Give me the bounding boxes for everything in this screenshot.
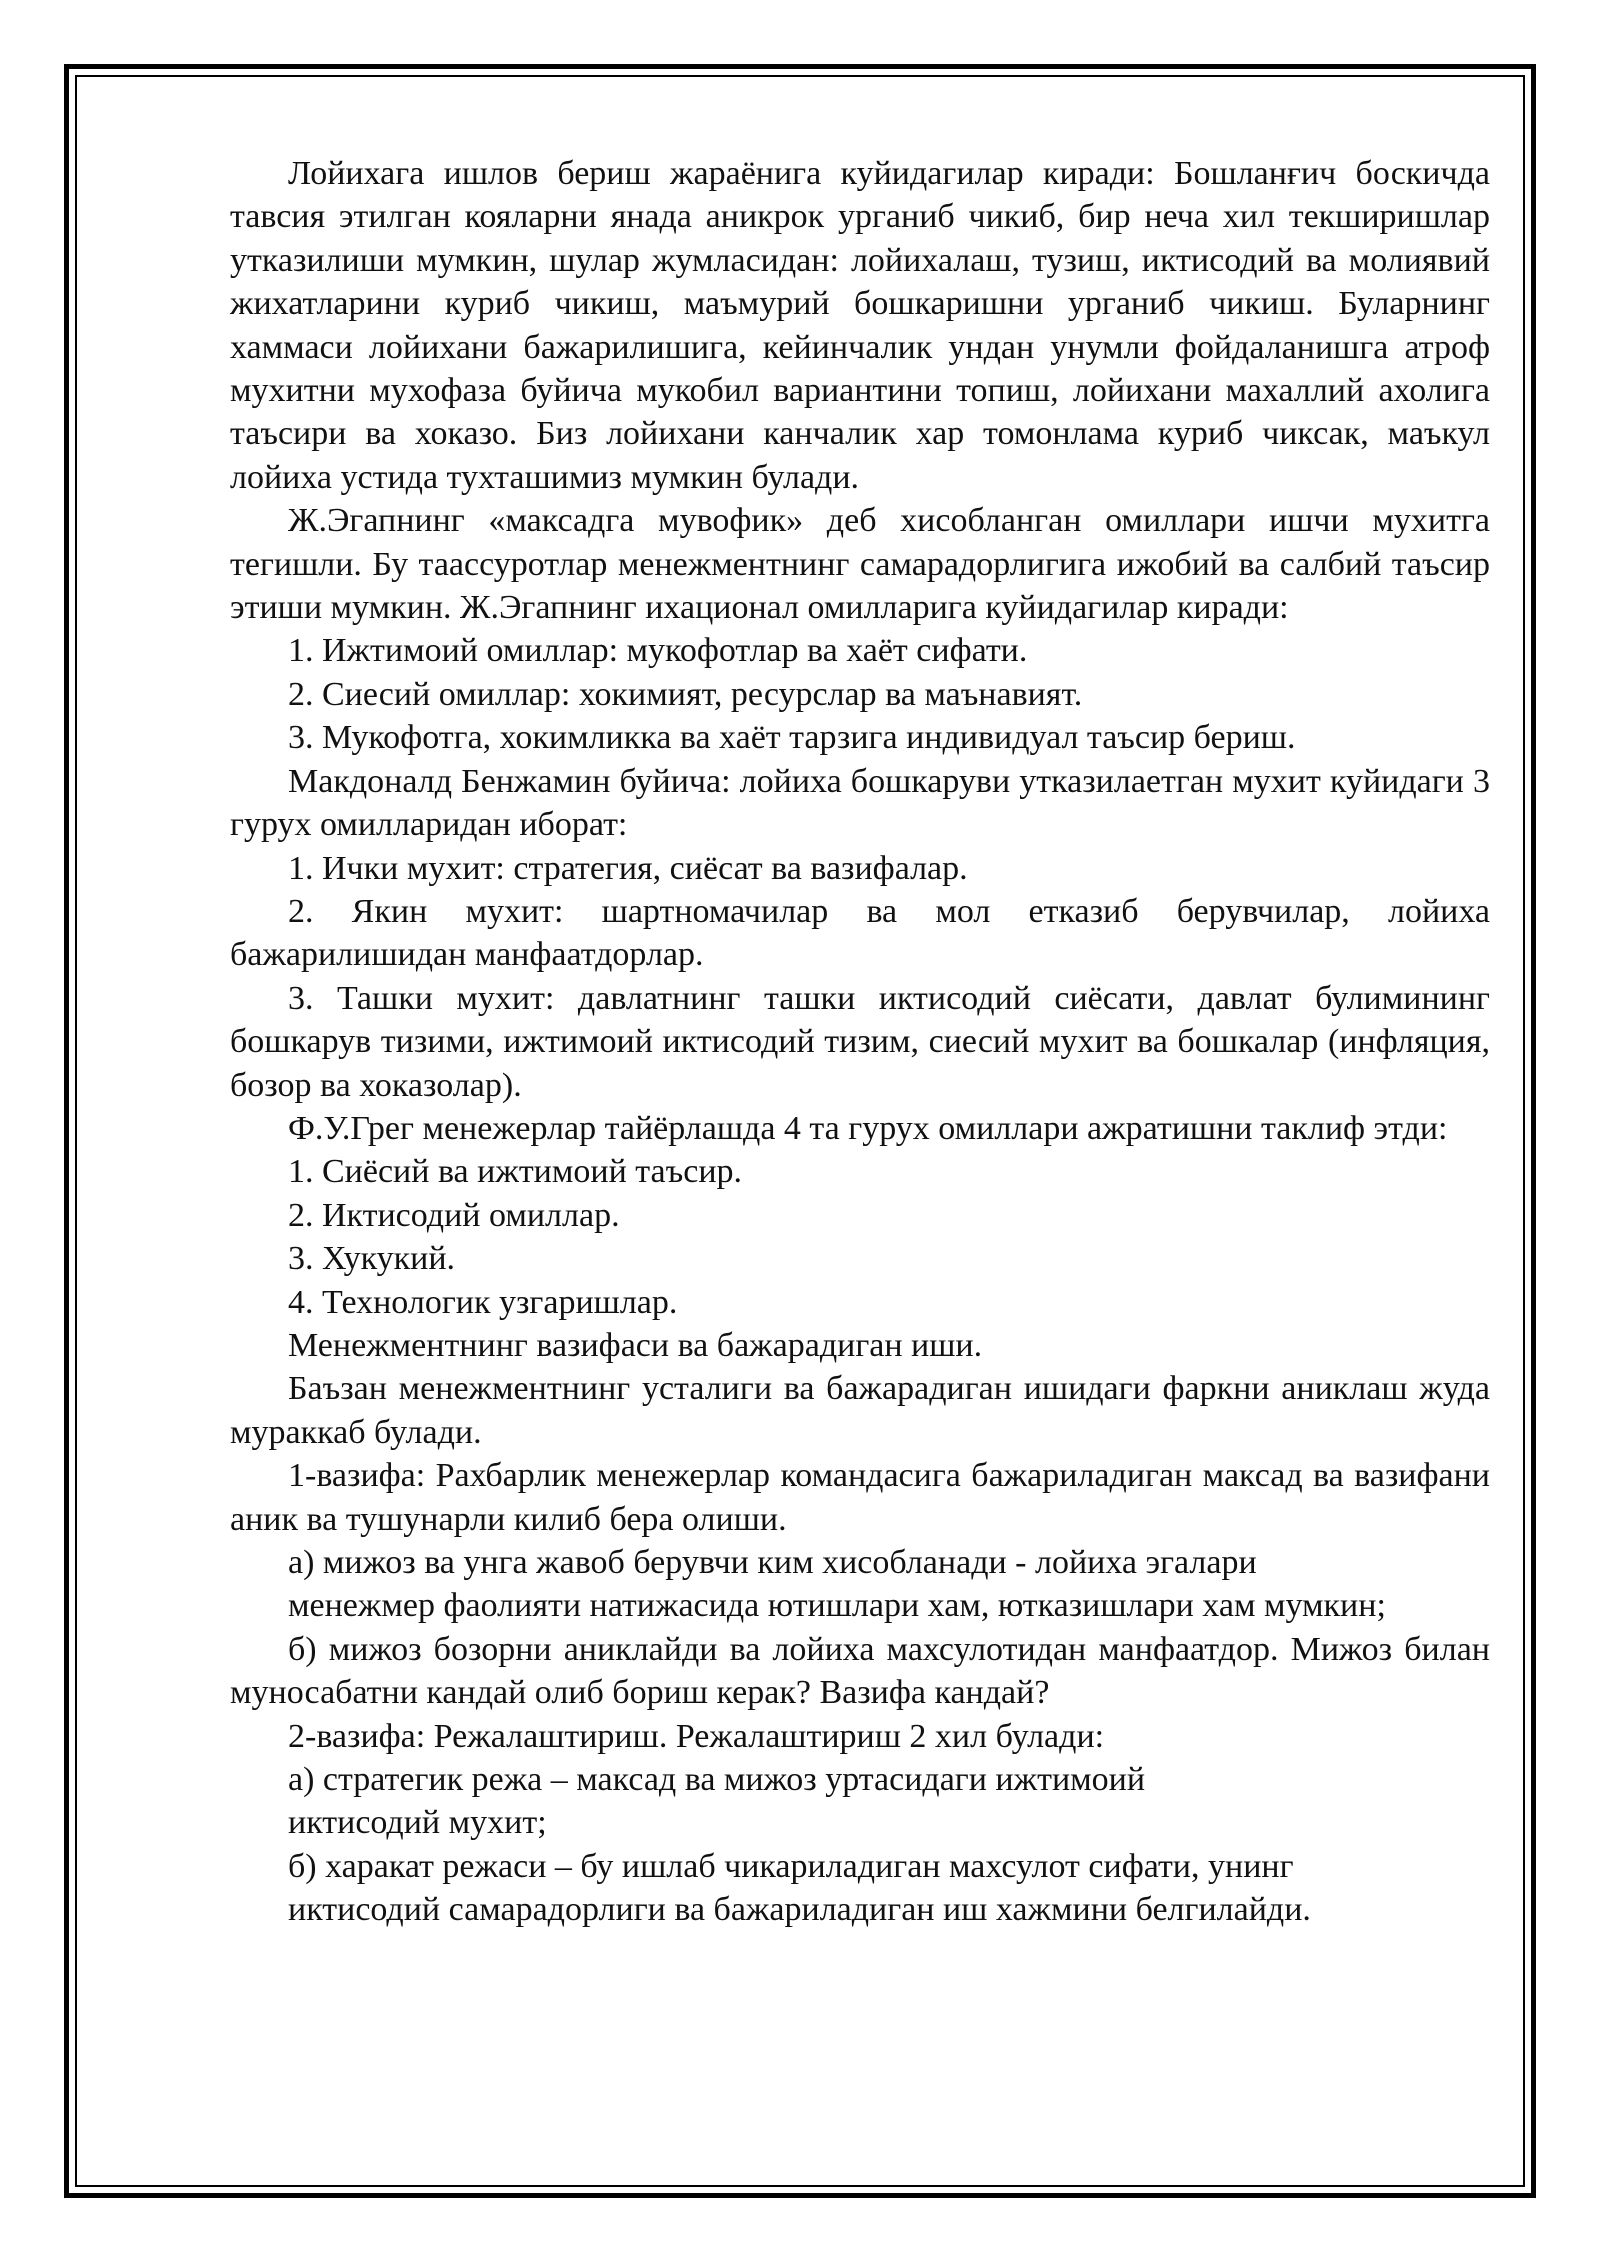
- list-item-client-a: а) мижоз ва унга жавоб берувчи ким хисобланади - лойиха эгалари: [288, 1544, 1257, 1581]
- list-item-technological: 4. Технологик узгаришлар.: [288, 1283, 678, 1321]
- list-item-strategic-plan: а) стратегик режа – максад ва мижоз уртасидаги ижтимоий: [288, 1761, 1146, 1799]
- document-body: [230, 152, 1490, 1932]
- paragraph-greg: Ф.У.Грег менежерлар тайёрлашда 4 та гурух омиллари ажратишни таклиф этди:: [288, 1109, 1448, 1147]
- list-item-near-environment: 2. Якин мухит: шартномачилар ва мол етказиб берувчилар, лойиха бажарилишидан манфаатдорлар.: [230, 892, 1490, 974]
- list-item-political-social: 1. Сиёсий ва ижтимоий таъсир.: [288, 1153, 743, 1191]
- paragraph-management-difference: Баъзан менежментнинг усталиги ва бажарадиган ишидаги фаркни аниклаш жуда мураккаб булади.: [230, 1370, 1490, 1451]
- list-item-legal: 3. Хукукий.: [288, 1240, 456, 1278]
- paragraph-egap-factors: Ж.Эгапнинг «максадга мувофик» деб хисобланган омиллари ишчи мухитга тегишли. Бу таассуротлар менежментнинг самарадорлигига ижобий ва салбий таъсир этиши мумкин. Ж.Эгапнинг ихационал омилларига куйидагилар киради:: [230, 502, 1490, 627]
- list-item-political-factors: 2. Сиесий омиллар: хокимият, ресурслар ва маънавият.: [288, 675, 1083, 713]
- paragraph-task-2: 2-вазифа: Режалаштириш. Режалаштириш 2 хил булади:: [288, 1717, 1105, 1755]
- list-item-social-factors: 1. Ижтимоий омиллар: мукофотлар ва хаёт сифати.: [288, 632, 1028, 670]
- list-item-action-plan: б) харакат режаси – бу ишлаб чикариладиган махсулот сифати, унинг: [288, 1847, 1294, 1885]
- paragraph-task-1: 1-вазифа: Рахбарлик менежерлар командасига бажариладиган максад ва вазифани аник ва тушунарли килиб бера олиши.: [230, 1457, 1490, 1538]
- list-item-action-plan-cont: иктисодий самарадорлиги ва бажариладиган иш хажмини белгилайди.: [288, 1891, 1311, 1929]
- list-item-economic: 2. Иктисодий омиллар.: [288, 1196, 620, 1234]
- paragraph-manager-activity: менежмер фаолияти натижасида ютишлари хам, ютказишлари хам мумкин;: [288, 1587, 1386, 1625]
- list-item-strategic-plan-cont: иктисодий мухит;: [288, 1804, 547, 1842]
- paragraph-macdonald: Макдоналд Бенжамин буйича: лойиха бошкаруви утказилаетган мухит куйидаги 3 гурух омилларидан иборат:: [230, 762, 1490, 844]
- list-item-client-b: б) мижоз бозорни аниклайди ва лойиха махсулотидан манфаатдор. Мижоз билан муносабатни кандай олиб бориш керак? Вазифа кандай?: [230, 1630, 1490, 1712]
- list-item-external-environment: 3. Ташки мухит: давлатнинг ташки иктисодий сиёсати, давлат булимининг бошкарув тизими, ижтимоий иктисодий тизим, сиесий мухит ва бошкалар (инфляция, бозор ва хоказолар).: [230, 979, 1490, 1104]
- list-item-internal-environment: 1. Ички мухит: стратегия, сиёсат ва вазифалар.: [288, 849, 968, 887]
- paragraph-project-process: Лойихага ишлов бериш жараёнига куйидагилар киради: Бошланғич боскичда тавсия этилган кояларни янада аникрок урганиб чикиб, бир неча хил текширишлар утказилиши мумкин, шулар жумласидан: лойихалаш, тузиш, иктисодий ва молиявий жихатларини куриб чикиш, маъмурий бошкаришни урганиб чикиш. Буларнинг хаммаси лойихани бажарилишига, кейинчалик ундан унумли фойдаланишга атроф мухитни мухофаза буйича мукобил вариантини топиш, лойихани махаллий ахолига таъсири ва хоказо. Биз лойихани канчалик хар томонлама куриб чиксак, маъкул лойиха устида тухташимиз мумкин булади.: [230, 155, 1490, 496]
- list-item-individual-influence: 3. Мукофотга, хокимликка ва хаёт тарзига индивидуал таъсир бериш.: [288, 719, 1296, 757]
- paragraph-management-tasks: Менежментнинг вазифаси ва бажарадиган иши.: [288, 1326, 983, 1364]
